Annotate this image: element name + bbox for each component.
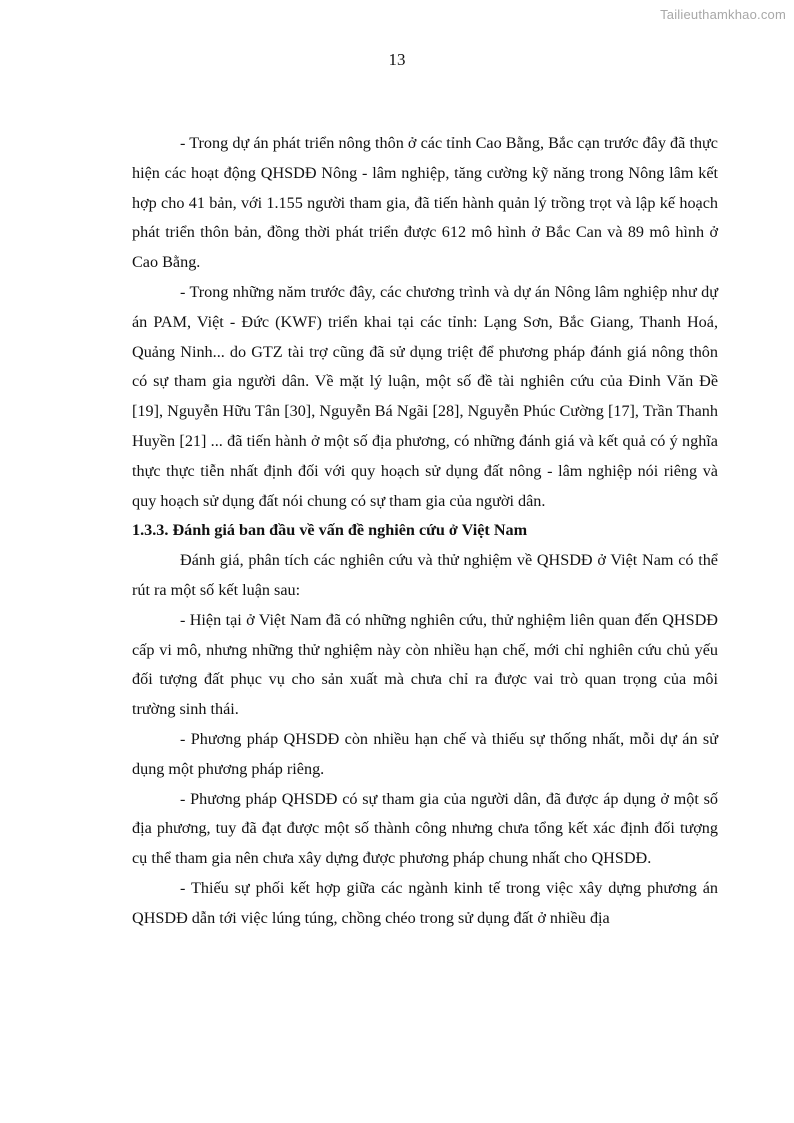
paragraph: Đánh giá, phân tích các nghiên cứu và thử nghiệm về QHSDĐ ở Việt Nam có thể rút ra một số kết luận sau:	[132, 551, 718, 599]
paragraph: - Trong những năm trước đây, các chương trình và dự án Nông lâm nghiệp như dự án PAM, Việt - Đức (KWF) triển khai tại các tỉnh: Lạng Sơn, Bắc Giang, Thanh Hoá, Quảng Ninh... do GTZ tài trợ cũng đã sử dụng triệt để phương pháp đánh giá nông thôn có sự tham gia người dân. Về mặt lý luận, một số đề tài nghiên cứu của Đinh Văn Đề [19], Nguyễn Hữu Tân [30], Nguyễn Bá Ngãi [28], Nguyễn Phúc Cường [17], Trần Thanh Huyền [21] ... đã tiến hành ở một số địa phương, có những đánh giá và kết quả có ý nghĩa thực thực tiễn nhất định đối với quy hoạch sử dụng đất nông - lâm nghiệp nói riêng và quy hoạch sử dụng đất nói chung có sự tham gia của người dân.	[132, 282, 718, 510]
paragraph: - Hiện tại ở Việt Nam đã có những nghiên cứu, thử nghiệm liên quan đến QHSDĐ cấp vi mô, nhưng những thử nghiệm này còn nhiều hạn chế, mới chỉ nghiên cứu chủ yếu đối tượng đất phục vụ cho sản xuất mà chưa chỉ ra được vai trò quan trọng của môi trường sinh thái.	[132, 610, 718, 719]
paragraph: - Thiếu sự phối kết hợp giữa các ngành kinh tế trong việc xây dựng phương án QHSDĐ dẫn tới việc lúng túng, chồng chéo trong sử dụng đất ở nhiều địa	[132, 878, 718, 927]
page-number: 13	[388, 50, 406, 69]
section-heading: 1.3.3. Đánh giá ban đầu về vấn đề nghiên cứu ở Việt Nam	[132, 521, 528, 540]
paragraph: - Phương pháp QHSDĐ có sự tham gia của người dân, đã được áp dụng ở một số địa phương, tuy đã đạt được một số thành công nhưng chưa tổng kết xác định đối tượng cụ thể tham gia nên chưa xây dựng được phương pháp chung nhất cho QHSDĐ.	[132, 789, 718, 868]
paragraph: - Phương pháp QHSDĐ còn nhiều hạn chế và thiếu sự thống nhất, mỗi dự án sử dụng một phương pháp riêng.	[132, 729, 718, 778]
paragraph: - Trong dự án phát triển nông thôn ở các tỉnh Cao Bằng, Bắc cạn trước đây đã thực hiện các hoạt động QHSDĐ Nông - lâm nghiệp, tăng cường kỹ năng trong Nông lâm kết hợp cho 41 bản, với 1.155 người tham gia, đã tiến hành quản lý trồng trọt và lập kế hoạch phát triển thôn bản, đồng thời phát triển được 612 mô hình ở Bắc Can và 89 mô hình ở Cao Bằng.	[132, 134, 718, 272]
document-body	[132, 129, 718, 934]
watermark-text: Tailieuthamkhao.com	[660, 7, 786, 22]
